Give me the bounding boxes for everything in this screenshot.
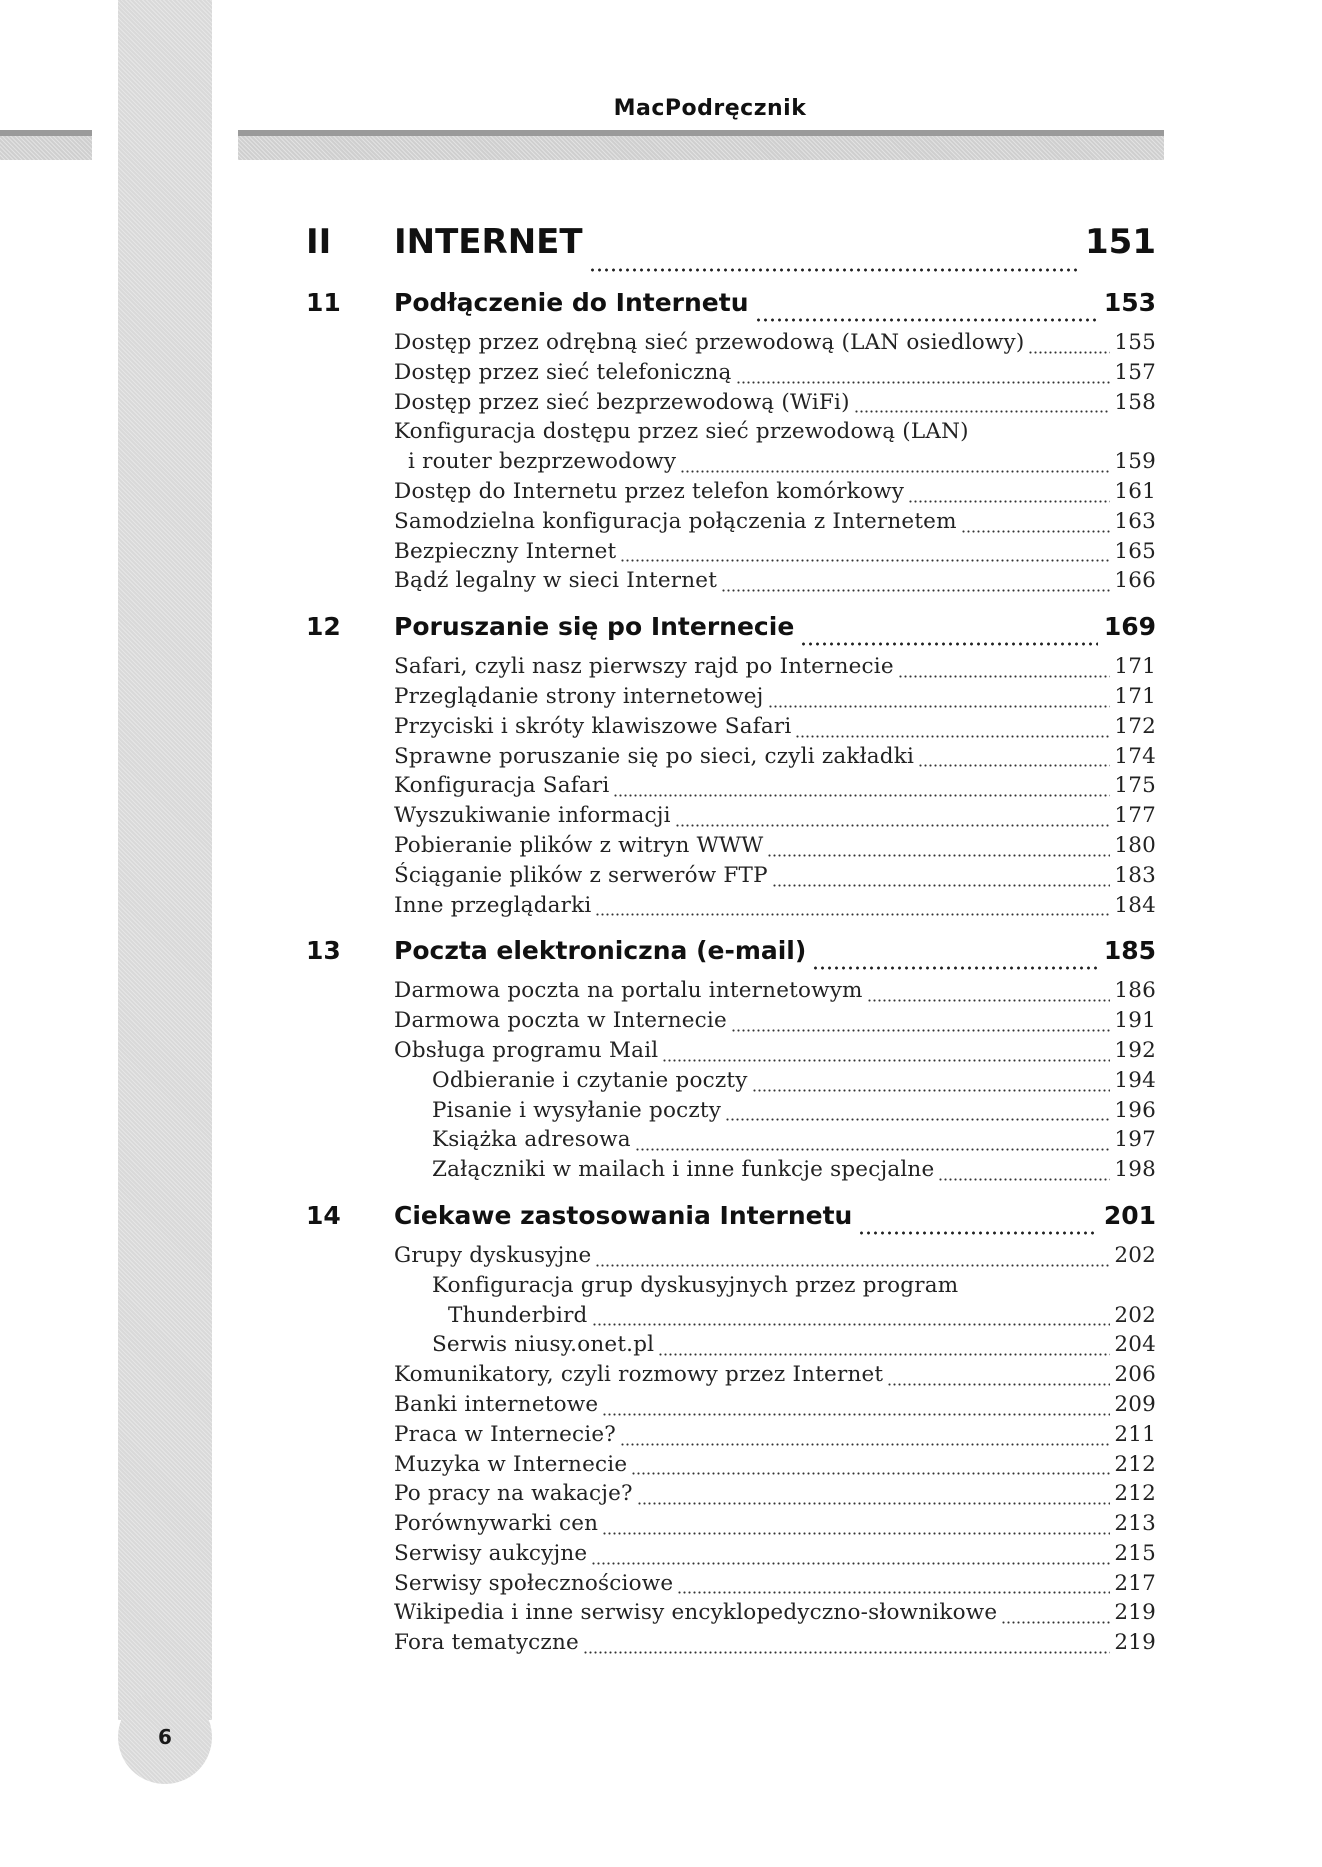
chapter-page: 169: [1103, 612, 1156, 642]
leader-dots: [637, 1502, 1111, 1505]
leader-dots: [602, 1532, 1110, 1535]
table-of-contents: [306, 222, 1156, 1660]
leader-dots: [680, 470, 1110, 473]
entry-page: 157: [1114, 359, 1156, 385]
entry-page: 217: [1114, 1570, 1156, 1596]
entry-page: 171: [1114, 683, 1156, 709]
leader-dots: [591, 1562, 1110, 1565]
entry-page: 212: [1114, 1481, 1156, 1507]
entry-title: Dostęp przez sieć bezprzewodową (WiFi): [394, 389, 850, 415]
entry-title: Obsługa programu Mail: [394, 1037, 659, 1063]
toc-entry: [394, 978, 1156, 1008]
leader-dots: [938, 1178, 1110, 1181]
entry-page: 175: [1114, 773, 1156, 799]
entry-title: Inne przeglądarki: [394, 892, 592, 918]
toc-entry: [394, 539, 1156, 569]
chapter-number: 12: [306, 612, 341, 642]
toc-subentry: [394, 1068, 1156, 1098]
chapter-entries: [394, 330, 1156, 598]
entry-title: Książka adresowa: [432, 1127, 631, 1153]
leader-dots: [620, 559, 1110, 562]
entry-page: 196: [1114, 1097, 1156, 1123]
entry-page: 171: [1114, 654, 1156, 680]
toc-entry: [394, 863, 1156, 893]
entry-title: Serwisy aukcyjne: [394, 1540, 588, 1566]
entry-title: Safari, czyli nasz pierwszy rajd po Internecie: [394, 654, 894, 680]
toc-entry: [394, 1362, 1156, 1392]
toc-entry: [394, 1571, 1156, 1601]
entry-page: 211: [1114, 1421, 1156, 1447]
entry-title: Ściąganie plików z serwerów FTP: [394, 862, 768, 888]
entry-title: Banki internetowe: [394, 1391, 599, 1417]
leader-dots: [631, 1472, 1110, 1475]
leader-dots: [854, 410, 1111, 413]
toc-entry: [394, 803, 1156, 833]
entry-page: 198: [1114, 1157, 1156, 1183]
leader-dots: [595, 1264, 1110, 1267]
toc-entry: [394, 893, 1156, 923]
entry-title: Wyszukiwanie informacji: [394, 803, 671, 829]
entry-title: Darmowa poczta na portalu internetowym: [394, 978, 863, 1004]
chapter-heading: [306, 288, 1156, 330]
leader-dots: [858, 1231, 1097, 1235]
leader-dots: [908, 500, 1110, 503]
entry-page: 197: [1114, 1127, 1156, 1153]
toc-subentry: [394, 1157, 1156, 1187]
entry-title: Bądź legalny w sieci Internet: [394, 568, 718, 594]
entry-page: 206: [1114, 1362, 1156, 1388]
leader-dots: [595, 913, 1110, 916]
leader-dots: [721, 589, 1110, 592]
leader-dots: [736, 381, 1111, 384]
entry-page: 194: [1114, 1067, 1156, 1093]
entry-page: 202: [1114, 1242, 1156, 1268]
leader-dots: [795, 735, 1110, 738]
leader-dots: [812, 966, 1098, 970]
entry-page: 174: [1114, 743, 1156, 769]
entry-title: Załączniki w mailach i inne funkcje specjalne: [432, 1157, 935, 1183]
leader-dots: [589, 268, 1079, 272]
entry-title: Darmowa poczta w Internecie: [394, 1008, 727, 1034]
toc-entry: [394, 1008, 1156, 1038]
leader-dots: [602, 1413, 1110, 1416]
chapter-entries: [394, 654, 1156, 922]
toc-entry: [394, 568, 1156, 598]
chapter-entries: [394, 978, 1156, 1187]
leader-dots: [918, 764, 1110, 767]
entry-page: 191: [1114, 1008, 1156, 1034]
side-band-decoration: [118, 0, 212, 1720]
part-number: II: [306, 222, 332, 262]
leader-dots: [725, 1118, 1110, 1121]
entry-title: Wikipedia i inne serwisy encyklopedyczno-słownikowe: [394, 1600, 998, 1626]
leader-dots: [752, 1089, 1111, 1092]
entry-title: Bezpieczny Internet: [394, 538, 617, 564]
running-header-title: MacPodręcznik: [613, 96, 807, 121]
entry-page: 166: [1114, 568, 1156, 594]
entry-page: 159: [1114, 449, 1156, 475]
leader-dots: [592, 1323, 1111, 1326]
toc-entry: [394, 773, 1156, 803]
entry-title: Sprawne poruszanie się po sieci, czyli zakładki: [394, 743, 915, 769]
leader-dots: [635, 1148, 1111, 1151]
toc-entry: [394, 509, 1156, 539]
entry-page: 158: [1114, 389, 1156, 415]
chapter-page: 185: [1103, 936, 1156, 966]
leader-dots: [583, 1651, 1110, 1654]
toc-subentry: [394, 1273, 1156, 1303]
leader-dots: [768, 705, 1111, 708]
entry-title: Konfiguracja grup dyskusyjnych przez program: [432, 1272, 959, 1298]
entry-page: 209: [1114, 1391, 1156, 1417]
entry-title: Serwisy społecznościowe: [394, 1570, 674, 1596]
chapter-number: 14: [306, 1200, 341, 1230]
leader-dots: [675, 824, 1111, 827]
toc-entry: [394, 419, 1156, 449]
toc-entry: [394, 684, 1156, 714]
chapter-heading: [306, 936, 1156, 978]
toc-entry: [394, 1452, 1156, 1482]
entry-title: Muzyka w Internecie: [394, 1451, 628, 1477]
chapter-number: 13: [306, 936, 341, 966]
leader-dots: [1028, 351, 1110, 354]
leader-dots: [1001, 1621, 1110, 1624]
leader-dots: [731, 1029, 1110, 1032]
toc-subentry: [394, 1127, 1156, 1157]
leader-dots: [767, 854, 1110, 857]
chapter-page: 201: [1103, 1200, 1156, 1230]
page-number: 6: [118, 1690, 212, 1784]
entry-title: Przyciski i skróty klawiszowe Safari: [394, 713, 792, 739]
toc-entry: [394, 1481, 1156, 1511]
chapter-number: 11: [306, 288, 341, 317]
entry-page: 180: [1114, 832, 1156, 858]
entry-page: 192: [1114, 1037, 1156, 1063]
leader-dots: [887, 1383, 1110, 1386]
leader-dots: [620, 1443, 1110, 1446]
entry-title: Dostęp przez sieć telefoniczną: [394, 359, 732, 385]
toc-subentry-continuation: [394, 1303, 1156, 1333]
entry-title: Porównywarki cen: [394, 1511, 599, 1537]
leader-dots: [772, 884, 1111, 887]
entry-page: 213: [1114, 1511, 1156, 1537]
toc-entry: [394, 654, 1156, 684]
toc-subentry: [394, 1332, 1156, 1362]
entry-title: Dostęp do Internetu przez telefon komórkowy: [394, 478, 905, 504]
toc-entry: [394, 1630, 1156, 1660]
entry-page: 165: [1114, 538, 1156, 564]
entry-page: 184: [1114, 892, 1156, 918]
toc-entry: [394, 1541, 1156, 1571]
toc-entry: [394, 330, 1156, 360]
chapter-heading: [306, 612, 1156, 654]
header-rule-right: [238, 130, 1164, 160]
entry-page: 163: [1114, 508, 1156, 534]
entry-title: Przeglądanie strony internetowej: [394, 683, 764, 709]
toc-entry: [394, 1038, 1156, 1068]
toc-entry: [394, 1600, 1156, 1630]
entry-title: Konfiguracja Safari: [394, 773, 610, 799]
leader-dots: [755, 318, 1098, 322]
leader-dots: [677, 1591, 1110, 1594]
entry-page: 155: [1114, 330, 1156, 355]
entry-page: 177: [1114, 803, 1156, 829]
leader-dots: [658, 1353, 1110, 1356]
chapter-title: Poruszanie się po Internecie: [394, 612, 795, 642]
toc-entry-continuation: [394, 449, 1156, 479]
leader-dots: [662, 1059, 1110, 1062]
entry-page: 215: [1114, 1540, 1156, 1566]
entry-title: Thunderbird: [448, 1302, 588, 1328]
entry-page: 186: [1114, 978, 1156, 1004]
toc-entry: [394, 1511, 1156, 1541]
toc-entry: [394, 833, 1156, 863]
entry-title: Samodzielna konfiguracja połączenia z Internetem: [394, 508, 957, 534]
entry-title: Praca w Internecie?: [394, 1421, 617, 1447]
entry-title: Konfiguracja dostępu przez sieć przewodową (LAN): [394, 419, 969, 445]
toc-entry: [394, 1422, 1156, 1452]
leader-dots: [613, 794, 1110, 797]
entry-title: Odbieranie i czytanie poczty: [432, 1067, 748, 1093]
toc-entry: [394, 390, 1156, 420]
part-page: 151: [1085, 222, 1156, 262]
entry-title: Pobieranie plików z witryn WWW: [394, 832, 764, 858]
toc-entry: [394, 744, 1156, 774]
entry-page: 172: [1114, 713, 1156, 739]
entry-title: Komunikatory, czyli rozmowy przez Internet: [394, 1362, 884, 1388]
toc-entry: [394, 1392, 1156, 1422]
entry-page: 202: [1114, 1302, 1156, 1328]
part-title: INTERNET: [394, 222, 583, 262]
entry-title: Fora tematyczne: [394, 1630, 579, 1656]
chapter-title: Poczta elektroniczna (e-mail): [394, 936, 807, 966]
leader-dots: [898, 675, 1111, 678]
chapter-title: Ciekawe zastosowania Internetu: [394, 1200, 853, 1230]
entry-page: 161: [1114, 478, 1156, 504]
leader-dots: [800, 642, 1098, 646]
part-heading: [306, 222, 1156, 280]
entry-title: Po pracy na wakacje?: [394, 1481, 633, 1507]
toc-subentry: [394, 1098, 1156, 1128]
chapter-heading: [306, 1201, 1156, 1243]
entry-title: i router bezprzewodowy: [408, 449, 677, 475]
entry-title: Dostęp przez odrębną sieć przewodową (LAN osiedlowy): [394, 330, 1025, 355]
toc-entry: [394, 479, 1156, 509]
toc-entry: [394, 1243, 1156, 1273]
toc-entry: [394, 714, 1156, 744]
entry-page: 219: [1114, 1630, 1156, 1656]
leader-dots: [961, 530, 1111, 533]
header-rule-left: [0, 130, 92, 160]
entry-page: 183: [1114, 862, 1156, 888]
leader-dots: [867, 999, 1111, 1002]
entry-title: Pisanie i wysyłanie poczty: [432, 1097, 722, 1123]
chapter-page: 153: [1103, 288, 1156, 317]
entry-page: 204: [1114, 1332, 1156, 1358]
entry-page: 212: [1114, 1451, 1156, 1477]
entry-page: 219: [1114, 1600, 1156, 1626]
entry-title: Grupy dyskusyjne: [394, 1242, 592, 1268]
chapter-entries: [394, 1243, 1156, 1660]
toc-entry: [394, 360, 1156, 390]
chapter-title: Podłączenie do Internetu: [394, 288, 749, 317]
entry-title: Serwis niusy.onet.pl: [432, 1332, 655, 1358]
